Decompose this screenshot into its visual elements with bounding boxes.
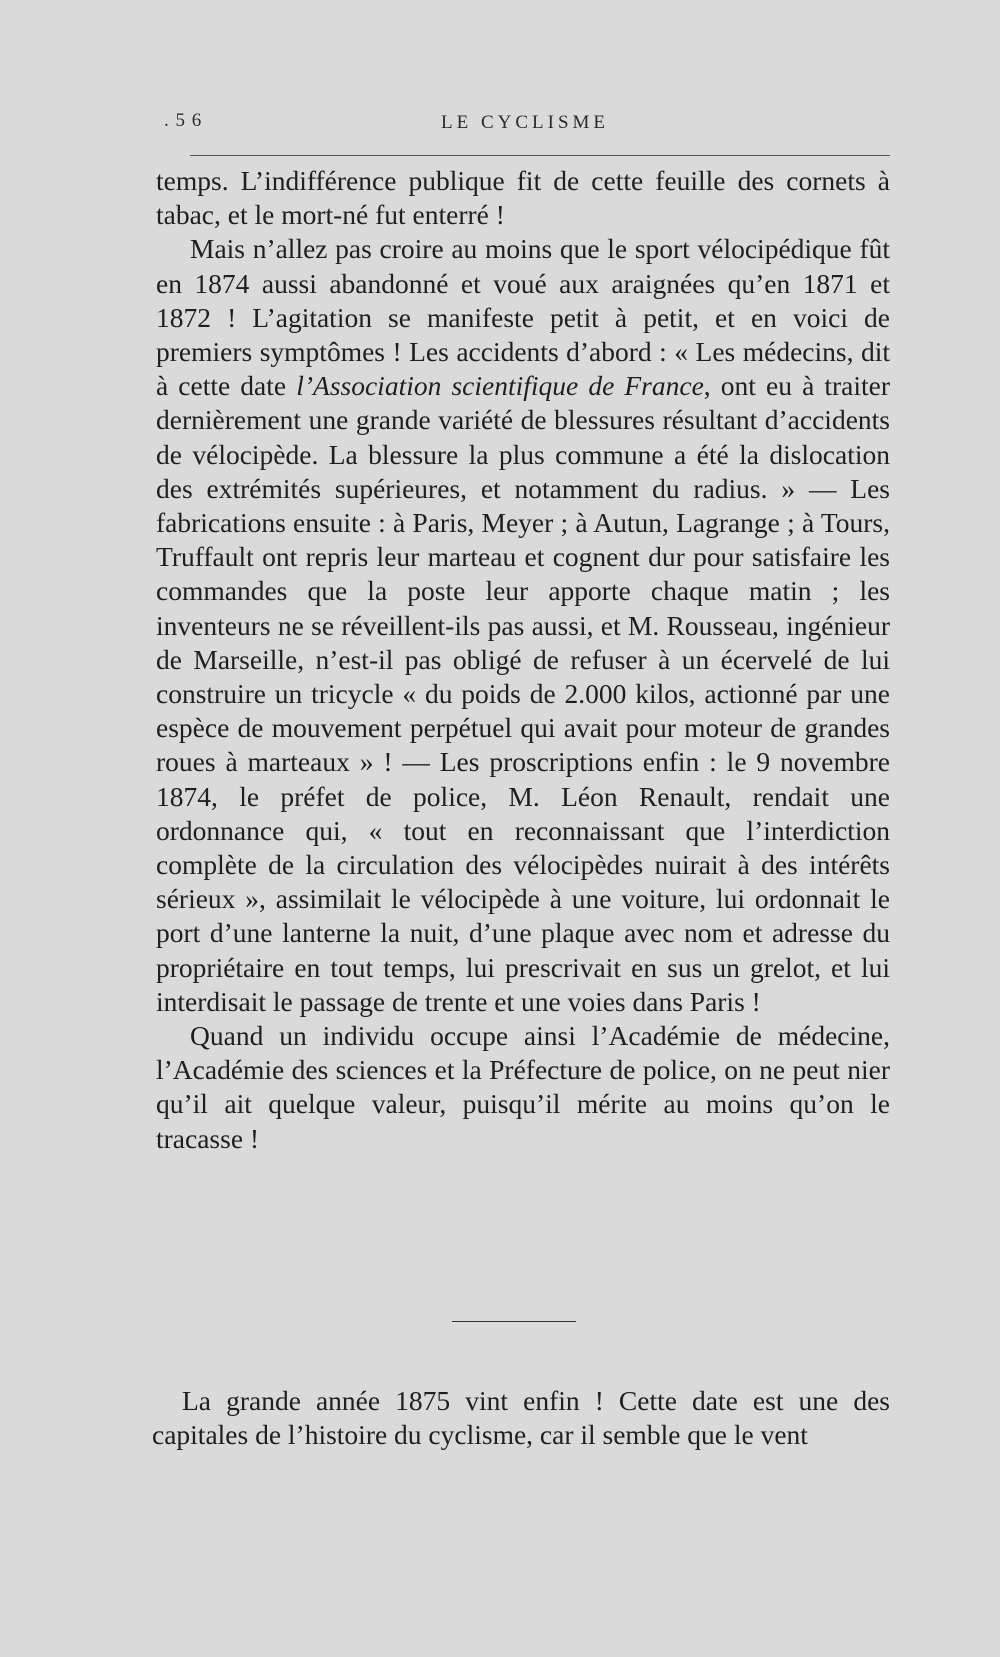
paragraph-continued: temps. L’indifférence publique fit de cette feuille des cornets à tabac, et le mort-né fut enterré ! <box>156 165 890 231</box>
italic-association-title: l’Association scientifique de France <box>296 370 704 402</box>
section-separator <box>452 1321 576 1322</box>
page-number: . 5 6 <box>164 110 203 131</box>
next-section-text <box>152 1384 890 1452</box>
paragraph-annee-1875: La grande année 1875 vint enfin ! Cette date est une des capitales de l’histoire du cyclisme, car il semble que le vent <box>152 1385 890 1451</box>
paragraph-academie: Quand un individu occupe ainsi l’Académie de médecine, l’Académie des sciences et la Préfecture de police, on ne peut nier qu’il ait quelque valeur, puisqu’il mérite au moins qu’on le tracasse ! <box>156 1020 890 1154</box>
paragraph-sport-velocipedique <box>156 232 890 1019</box>
running-title: LE CYCLISME <box>440 112 610 133</box>
running-head <box>150 108 890 138</box>
body-text <box>156 164 890 1156</box>
paragraph-text-end: , ont eu à traiter dernièrement une grande variété de blessures résultant d’accidents de vélocipède. La blessure la plus commune a été la dislocation des extrémités supérieures, et notamment du radius. » — Les fabrications ensuite : à Paris, Meyer ; à Autun, Lagrange ; à Tours, Truffault ont repris leur marteau et cognent dur pour satisfaire les commandes que la poste leur apporte chaque matin ; les inventeurs ne se réveillent-ils pas aussi, et M. Rousseau, ingénieur de Marseille, n’est-il pas obligé de refuser à un écervelé de lui construire un tricycle « du poids de 2.000 kilos, actionné par une espèce de mouvement perpétuel qui avait pour moteur de grandes roues à marteaux » ! — Les proscriptions enfin : le 9 novembre 1874, le préfet de police, M. Léon Renault, rendait une ordonnance qui, « tout en reconnaissant que l’interdiction complète de la circulation des vélocipèdes nuirait à des intérêts sérieux », assimilait le vélocipède à une voiture, lui ordonnait le port d’une lanterne la nuit, d’une plaque avec nom et adresse du propriétaire en tout temps, lui prescrivait en sus un grelot, et lui interdisait le passage de trente et une voies dans Paris ! <box>156 370 891 1017</box>
header-rule <box>190 155 890 156</box>
paragraph-text-start: Mais n’allez pas croire au moins que le sport vélocipédique fût en 1874 aussi abandonné et voué aux araignées qu’en 1871 et 1872 ! L’agitation se manifeste petit à petit, et en voici de premiers symptômes ! Les accidents d’abord : « Les médecins, dit à cette date <box>156 233 890 402</box>
